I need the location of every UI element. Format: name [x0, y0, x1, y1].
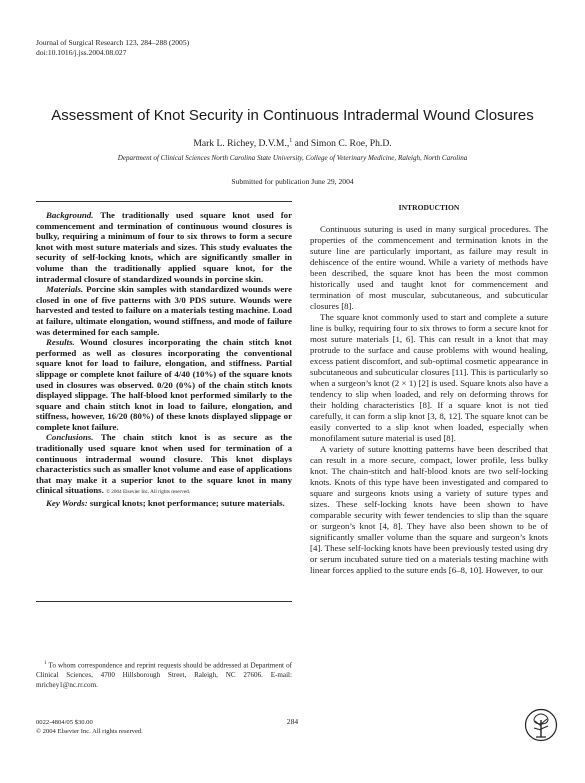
- abstract: [36, 210, 292, 509]
- doi-line: doi:10.1016/j.jss.2004.08.027: [36, 48, 127, 57]
- section-text: The chain stitch knot is as secure as the traditionally used square knot when used for termination of a continuous intradermal wound closure. This knot displays characteristics such as smaller knot volume and ease of applications that may make it a superior knot to the square knot in many clinical situations.: [36, 432, 292, 496]
- abstract-results: [36, 337, 292, 432]
- author-name: and Simon C. Roe, Ph.D.: [292, 138, 392, 150]
- journal-line: Journal of Surgical Research 123, 284–288 (2005): [36, 38, 190, 47]
- author-list: [0, 138, 585, 149]
- copyright-notice: © 2004 Elsevier Inc. All rights reserved.: [106, 489, 191, 496]
- abstract-materials: [36, 284, 292, 337]
- section-text: Wound closures incorporating the chain stitch knot performed as well as closures incorporating the conventional square knot for load to failure, elongation, and stiffness. Partial slippage or complete knot failure of 4/40 (10%) of the square knots used in closures was observed. 0/20 (0%) of the chain stitch knots displayed slippage. The half-blood knot performed similarly to the square and chain stitch knot in load to failure, elongation, and stiffness, however, 16/20 (80%) of these knots displayed slippage or complete knot failure.: [36, 337, 292, 432]
- footnote-marker: 1: [289, 138, 293, 144]
- abstract-conclusions: [36, 432, 292, 498]
- paragraph: A variety of suture knotting patterns have been described that can result in a more secure, compact, lower profile, less bulky knot. The chain-stitch and half-blood knots are two self-locking knots. Knots of this type have been investigated and compared to square and surgeons knots using a variety of suture types and sizes. These self-locking knots have been shown to have comparable security with fewer tendencies to slip than the square or surgeon’s knot [4, 8]. They have also been shown to be of significantly smaller volume than the square and surgeon’s knots [4]. These self-locking knots have been previously tested using dry or serum incubated suture tied on a materials testing machine with linear forces applied to the suture ends [6–8, 10]. However, to our: [310, 444, 548, 575]
- section-label: Background.: [46, 210, 94, 220]
- introduction-body: [310, 224, 548, 576]
- submission-date: Submitted for publication June 29, 2004: [231, 177, 354, 186]
- author-name: Mark L. Richey, D.V.M.,: [193, 138, 290, 150]
- abstract-bottom-rule: [36, 601, 292, 602]
- paragraph: Continuous suturing is used in many surgical procedures. The properties of the commencement and termination knots in the suture line are particularly important, as failure may result in dehiscence of the entire wound. While a variety of methods have been described, the square knot has been the most common historically used and taught knot for commencement and termination of most muscular, subcutaneous, and subcuticular closures [8].: [310, 224, 548, 311]
- footnote-text: To whom correspondence and reprint requests should be addressed at Department of Clinical Sciences, 4700 Hillsborough Street, Raleigh, NC 27606. E-mail: mrichey1@nc.rr.com.: [36, 661, 292, 690]
- journal-citation: [36, 38, 189, 58]
- page-number: 284: [286, 717, 299, 726]
- paragraph: The square knot commonly used to start and complete a suture line is bulky, requiring four to six throws to form a secure knot for most suture materials [1, 6]. This can result in a knot that may protrude to the surface and cause problems with wound healing, excess patient discomfort, and sub-optimal cosmetic appearance in subcutaneous and subcuticular closures [11]. This is particularly so when a surgeon’s knot (2 × 1) [2] is used. Square knots also have a tendency to slip when loaded, and rely on deforming throws for their holding characteristics [8]. If a square knot is not tied carefully, it can form a slip knot [3, 8, 12]. The square knot can be easily converted to a slip knot when loaded, especially when monofilament suture material is used [8].: [310, 312, 548, 443]
- paper-title: Assessment of Knot Security in Continuous Intradermal Wound Closures: [51, 107, 534, 124]
- section-heading-introduction: INTRODUCTION: [398, 203, 460, 212]
- issn-line: 0022-4804/05 $30.00: [36, 719, 93, 726]
- affiliation: Department of Clinical Sciences North Carolina State University, College of Veterinary Medicine, Raleigh, North Carolina: [117, 154, 468, 162]
- elsevier-tree-logo-icon: [524, 708, 558, 742]
- abstract-top-rule: [36, 201, 292, 202]
- rights-line: © 2004 Elsevier Inc. All rights reserved.: [36, 728, 143, 735]
- section-text: The traditionally used square knot used for commencement and termination of continuous wound closures is bulky, requiring a minimum of four to six throws to form a secure knot with most suture materials and sizes. This study evaluates the security of self-locking knots, which are significantly smaller in volume than the traditionally applied square knot, for the intradermal closure of standardized wounds in porcine skin.: [36, 210, 292, 284]
- section-label: Conclusions.: [46, 432, 94, 443]
- section-label: Key Words:: [46, 498, 88, 509]
- section-text: Porcine skin samples with standardized wounds were closed in one of five patterns with 3/0 PDS suture. Wounds were harvested and tested to failure on a materials testing machine. Load at failure, ultimate elongation, wound stiffness, and mode of failure was determined for each sample.: [36, 284, 292, 337]
- abstract-keywords: [36, 498, 292, 509]
- section-label: Materials.: [46, 284, 84, 295]
- footnote-marker: 1: [44, 661, 47, 666]
- keywords-text: surgical knots; knot performance; suture materials.: [87, 498, 285, 509]
- correspondence-footnote: [36, 659, 292, 690]
- section-label: Results.: [46, 337, 75, 348]
- abstract-background: [36, 210, 292, 284]
